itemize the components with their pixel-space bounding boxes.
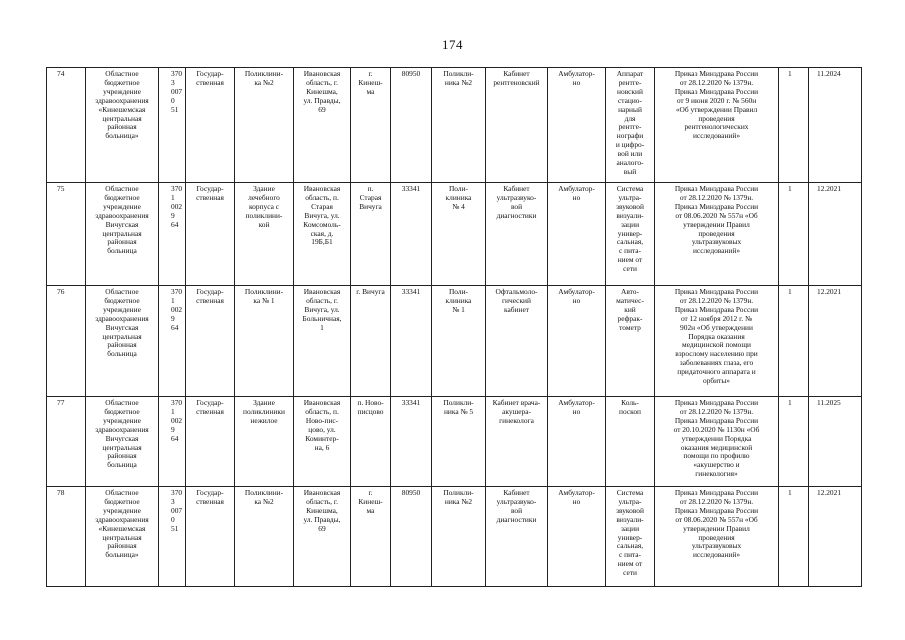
building-cell: Поликлини- ка №2 bbox=[235, 487, 294, 587]
date-cell: 12.2021 bbox=[809, 183, 862, 286]
count-cell: 1 bbox=[779, 68, 809, 183]
care-type-cell: Амбулатор- но bbox=[548, 397, 606, 487]
ownership-cell: Государ- ственная bbox=[186, 68, 235, 183]
row-number: 76 bbox=[47, 286, 86, 397]
equipment-cell: Система ультра- звуковой визуали- зации универ- сальная, с питa- нием от сети bbox=[606, 183, 655, 286]
table-row bbox=[47, 487, 862, 587]
okato-cell: 33341 bbox=[391, 286, 432, 397]
address-cell: Ивановская область, г. Кинешма, ул. Правды, 69 bbox=[294, 68, 351, 183]
room-cell: Кабинет врача- акушера- гинеколога bbox=[486, 397, 548, 487]
equipment-cell: Система ультра- звуковой визуали- зации универ- сальная, с питa- нием от сети bbox=[606, 487, 655, 587]
room-cell: Кабинет ультразвуко- вой диагностики bbox=[486, 487, 548, 587]
settlement-cell: п. Ново- писцово bbox=[351, 397, 391, 487]
settlement-cell: г. Кинеш- ма bbox=[351, 68, 391, 183]
count-cell: 1 bbox=[779, 286, 809, 397]
unit-cell: Поли- клиника № 4 bbox=[432, 183, 486, 286]
count-cell: 1 bbox=[779, 487, 809, 587]
address-cell: Ивановская область, г. Вичуга, ул. Больничная, 1 bbox=[294, 286, 351, 397]
ownership-cell: Государ- ственная bbox=[186, 397, 235, 487]
care-type-cell: Амбулатор- но bbox=[548, 286, 606, 397]
unit-cell: Поликли- ника №2 bbox=[432, 487, 486, 587]
count-cell: 1 bbox=[779, 183, 809, 286]
date-cell: 11.2025 bbox=[809, 397, 862, 487]
organization-cell: Областное бюджетное учреждение здравоохранения Вичугская центральная районная больница bbox=[86, 397, 159, 487]
orders-cell: Приказ Минздрава России от 28.12.2020 № 1379н. Приказ Минздрава России от 12 ноября 2012 г. № 902н «Об утверждении Порядка оказания медицинской помощи взрослому населению при заболеваниях глаза, его придаточного аппарата и орбиты» bbox=[655, 286, 779, 397]
settlement-cell: п. Старая Вичуга bbox=[351, 183, 391, 286]
address-cell: Ивановская область, п. Старая Вичуга, ул. Комсомоль- ская, д. 19Б,Б1 bbox=[294, 183, 351, 286]
ownership-cell: Государ- ственная bbox=[186, 487, 235, 587]
room-cell: Кабинет рентгеновский bbox=[486, 68, 548, 183]
unit-cell: Поли- клиника № 1 bbox=[432, 286, 486, 397]
row-number: 75 bbox=[47, 183, 86, 286]
settlement-cell: г. Кинеш- ма bbox=[351, 487, 391, 587]
code-cell: 3701 0029 64 bbox=[159, 397, 186, 487]
row-number: 77 bbox=[47, 397, 86, 487]
count-cell: 1 bbox=[779, 397, 809, 487]
equipment-cell: Авто- матичес- кий рефрак- тометр bbox=[606, 286, 655, 397]
address-cell: Ивановская область, п. Ново-пис- цово, ул. Коминтер- на, 6 bbox=[294, 397, 351, 487]
okato-cell: 33341 bbox=[391, 397, 432, 487]
date-cell: 11.2024 bbox=[809, 68, 862, 183]
code-cell: 3703 0070 51 bbox=[159, 68, 186, 183]
page-number: 174 bbox=[442, 37, 463, 52]
row-number: 74 bbox=[47, 68, 86, 183]
table-row bbox=[47, 286, 862, 397]
building-cell: Здание поликлиники нежилое bbox=[235, 397, 294, 487]
settlement-cell: г. Вичуга bbox=[351, 286, 391, 397]
organization-cell: Областное бюджетное учреждение здравоохранения Вичугская центральная районная больница bbox=[86, 183, 159, 286]
care-type-cell: Амбулатор- но bbox=[548, 68, 606, 183]
building-cell: Поликлини- ка №2 bbox=[235, 68, 294, 183]
table-row bbox=[47, 397, 862, 487]
organization-cell: Областное бюджетное учреждение здравоохранения «Кинешемская центральная районная больница» bbox=[86, 68, 159, 183]
care-type-cell: Амбулатор- но bbox=[548, 183, 606, 286]
building-cell: Здание лечебного корпуса с поликлини- кой bbox=[235, 183, 294, 286]
row-number: 78 bbox=[47, 487, 86, 587]
orders-cell: Приказ Минздрава России от 28.12.2020 № 1379н. Приказ Минздрава России от 20.10.2020 № 1130н «Об утверждении Порядка оказания медицинской помощи по профилю «акушерство и гинекология» bbox=[655, 397, 779, 487]
table-row bbox=[47, 183, 862, 286]
okato-cell: 80950 bbox=[391, 487, 432, 587]
equipment-cell: Коль- поскоп bbox=[606, 397, 655, 487]
organization-cell: Областное бюджетное учреждение здравоохранения «Кинешемская центральная районная больница» bbox=[86, 487, 159, 587]
unit-cell: Поликли- ника № 5 bbox=[432, 397, 486, 487]
care-type-cell: Амбулатор- но bbox=[548, 487, 606, 587]
unit-cell: Поликли- ника №2 bbox=[432, 68, 486, 183]
ownership-cell: Государ- ственная bbox=[186, 286, 235, 397]
okato-cell: 80950 bbox=[391, 68, 432, 183]
orders-cell: Приказ Минздрава России от 28.12.2020 № 1379н. Приказ Минздрава России от 9 июня 2020 г. № 560н «Об утверждении Правил проведения рентгенологических исследований» bbox=[655, 68, 779, 183]
code-cell: 3703 0070 51 bbox=[159, 487, 186, 587]
address-cell: Ивановская область, г. Кинешма, ул. Правды, 69 bbox=[294, 487, 351, 587]
date-cell: 12.2021 bbox=[809, 487, 862, 587]
building-cell: Поликлини- ка № 1 bbox=[235, 286, 294, 397]
code-cell: 3701 0029 64 bbox=[159, 183, 186, 286]
code-cell: 3701 0029 64 bbox=[159, 286, 186, 397]
equipment-cell: Аппарат рентге- новский стацио- нарный для рентге- нографи и цифро- вой или аналого- вый bbox=[606, 68, 655, 183]
equipment-table bbox=[46, 67, 862, 587]
room-cell: Кабинет ультразвуко- вой диагностики bbox=[486, 183, 548, 286]
orders-cell: Приказ Минздрава России от 28.12.2020 № 1379н. Приказ Минздрава России от 08.06.2020 № 557н «Об утверждении Правил проведения ультразвуковых исследований» bbox=[655, 487, 779, 587]
date-cell: 12.2021 bbox=[809, 286, 862, 397]
okato-cell: 33341 bbox=[391, 183, 432, 286]
table-row bbox=[47, 68, 862, 183]
room-cell: Офтальмоло- гический кабинет bbox=[486, 286, 548, 397]
orders-cell: Приказ Минздрава России от 28.12.2020 № 1379н. Приказ Минздрава России от 08.06.2020 № 557н «Об утверждении Правил проведения ультразвуковых исследований» bbox=[655, 183, 779, 286]
ownership-cell: Государ- ственная bbox=[186, 183, 235, 286]
organization-cell: Областное бюджетное учреждение здравоохранения Вичугская центральная районная больница bbox=[86, 286, 159, 397]
